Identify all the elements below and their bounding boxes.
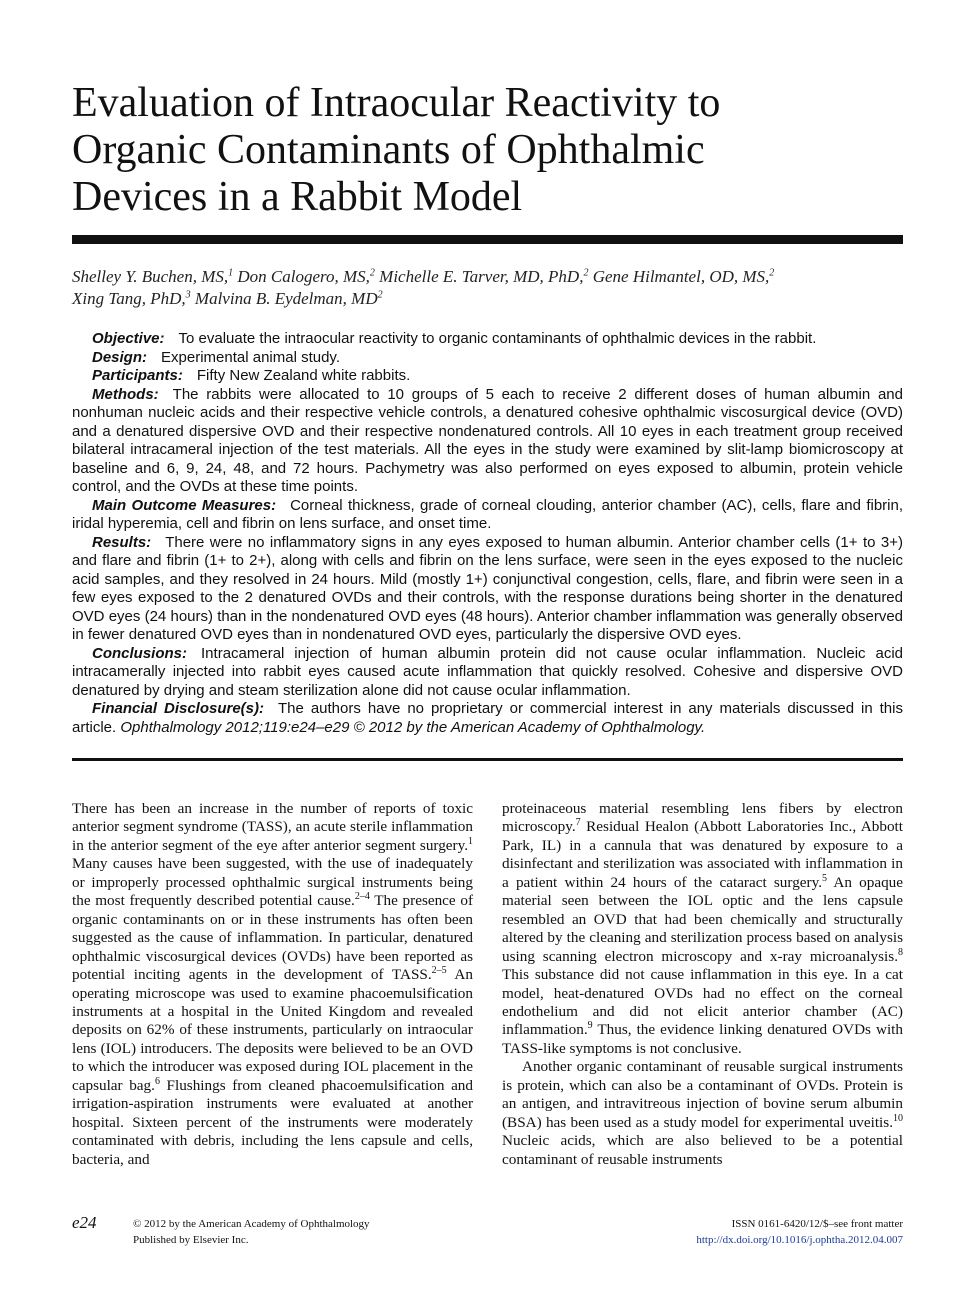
section-label: Financial Disclosure(s): bbox=[92, 700, 265, 717]
citation-ref: 8 bbox=[898, 946, 903, 958]
journal-citation: Ophthalmology 2012;119:e24–e29 © 2012 by the American Academy of Ophthalmology. bbox=[120, 718, 706, 736]
abstract-methods bbox=[72, 386, 903, 497]
affiliation-mark: 2 bbox=[769, 267, 775, 279]
body-paragraph bbox=[502, 800, 903, 1058]
section-text: Corneal thickness, grade of corneal clouding, anterior chamber (AC), cells, flare and fibrin, iridal hyperemia, cell and fibrin on lens surface, and onset time. bbox=[72, 496, 903, 532]
author-name: Malvina B. Eydelman, MD bbox=[194, 289, 378, 308]
abstract-design bbox=[72, 349, 903, 368]
text-run: Another organic contaminant of reusable surgical instruments is protein, which can also be a contaminant of OVDs. Protein is an antigen, and intravitreous injection of bovine serum albumin (BSA) has been used as a study model for experimental uveitis. bbox=[502, 1058, 903, 1131]
section-label: Design: bbox=[92, 348, 148, 366]
title-line: Organic Contaminants of Ophthalmic bbox=[72, 127, 705, 173]
title-rule bbox=[72, 235, 903, 244]
affiliation-mark: 2 bbox=[369, 267, 375, 279]
issn-block bbox=[696, 1216, 903, 1248]
doi-link[interactable]: http://dx.doi.org/10.1016/j.ophtha.2012.04.007 bbox=[696, 1234, 903, 1246]
citation-ref: 2–4 bbox=[354, 891, 370, 903]
section-label: Participants: bbox=[92, 367, 183, 384]
abstract-main-outcome bbox=[72, 497, 903, 534]
affiliation-mark: 2 bbox=[583, 267, 589, 279]
abstract-participants bbox=[72, 367, 903, 386]
abstract-conclusions bbox=[72, 645, 903, 701]
citation-ref: 10 bbox=[893, 1112, 903, 1124]
section-text: Experimental animal study. bbox=[161, 348, 340, 366]
citation-ref: 1 bbox=[468, 835, 473, 847]
copyright-block bbox=[133, 1216, 370, 1248]
citation-ref: 7 bbox=[575, 817, 581, 829]
text-run: Nucleic acids, which are also believed to be a potential contaminant of reusable instruments bbox=[502, 1132, 903, 1168]
author-name: Don Calogero, MS, bbox=[237, 267, 370, 286]
citation-ref: 5 bbox=[822, 872, 827, 884]
title-line: Evaluation of Intraocular Reactivity to bbox=[72, 80, 721, 126]
section-text: To evaluate the intraocular reactivity to organic contaminants of ophthalmic devices in the rabbit. bbox=[178, 330, 817, 347]
section-text: Fifty New Zealand white rabbits. bbox=[196, 367, 411, 384]
author-list bbox=[72, 266, 912, 310]
copyright-line: © 2012 by the American Academy of Ophthalmology bbox=[133, 1218, 370, 1230]
abstract-results bbox=[72, 534, 903, 645]
text-run: There has been an increase in the number of reports of toxic anterior segment syndrome (TASS), an acute sterile inflammation in the anterior segment of the eye after anterior segment surgery. bbox=[72, 800, 473, 854]
title-line: Devices in a Rabbit Model bbox=[72, 174, 523, 220]
affiliation-mark: 2 bbox=[377, 289, 383, 301]
text-run: Thus, the evidence linking denatured OVDs with TASS-like symptoms is not conclusive. bbox=[502, 1021, 903, 1057]
author-name: Shelley Y. Buchen, MS, bbox=[72, 267, 229, 286]
text-run: Flushings from cleaned phacoemulsification and irrigation-aspiration instruments were evaluated at another hospital. Sixteen percent of the instruments were moderately contaminated with debris, including the lens capsule and cells, bacteria, and bbox=[72, 1076, 473, 1168]
text-run: The presence of organic contaminants on or in these instruments has often been suggested as the cause of inflammation. In particular, denatured ophthalmic viscosurgical devices (OVDs) have been reported as potential inciting agents in the development of TASS. bbox=[72, 892, 474, 984]
text-run: Many causes have been suggested, with the use of inadequately or improperly processed ophthalmic surgical instruments being the most frequently described potential cause. bbox=[72, 855, 473, 910]
page-number: e24 bbox=[72, 1213, 97, 1232]
affiliation-mark: 3 bbox=[185, 289, 191, 301]
citation-ref: 2–5 bbox=[431, 965, 447, 977]
author-name: Xing Tang, PhD, bbox=[72, 289, 186, 308]
text-run: proteinaceous material resembling lens fibers by electron microscopy. bbox=[502, 800, 903, 836]
body-paragraph bbox=[72, 800, 473, 1169]
abstract-financial bbox=[72, 700, 903, 737]
section-label: Results: bbox=[92, 533, 152, 551]
body-column-left bbox=[72, 800, 473, 1169]
citation-ref: 6 bbox=[154, 1075, 160, 1087]
text-run: This substance did not cause inflammation in this eye. In a cat model, heat-denatured OVDs had no effect on the corneal endothelium and did not elicit anterior chamber (AC) inflammation. bbox=[502, 966, 903, 1039]
section-text: There were no inflammatory signs in any eyes exposed to human albumin. Anterior chamber cells (1+ to 3+) and flare and fibrin (1+ to 2+), along with cells and fibrin on the lens surface, were seen in the eyes exposed to the nucleic acid samples, and they resolved in 24 hours. Mild (mostly 1+) conjunctival congestion, cells, flare, and fibrin were seen in a few eyes exposed to the 2 denatured OVDs and their controls, with the response durations being shorter in the denatured OVD eyes (24 hours) than in the nondenatured OVD eyes (48 hours). Anterior chamber inflammation was generally observed in fewer denatured OVD eyes than in nondenatured OVD eyes, particularly the dispersive OVD eyes. bbox=[72, 533, 903, 643]
text-run: An opaque material seen between the IOL optic and the lens capsule resembled an OVD that had been chemically and structurally altered by the cleaning and sterilization process based on analysis using scanning electron microscopy and x-ray microanalysis. bbox=[502, 873, 903, 965]
author-name: Michelle E. Tarver, MD, PhD, bbox=[379, 267, 584, 286]
section-label: Main Outcome Measures: bbox=[92, 496, 277, 514]
author-line-2 bbox=[72, 288, 912, 310]
section-label: Methods: bbox=[92, 385, 159, 403]
body-paragraph bbox=[502, 1058, 903, 1169]
section-label: Conclusions: bbox=[92, 644, 188, 662]
affiliation-mark: 1 bbox=[228, 267, 234, 279]
section-text: The authors have no proprietary or commercial interest in any materials discussed in this article. bbox=[72, 700, 903, 736]
section-text: The rabbits were allocated to 10 groups of 5 each to receive 2 different doses of human albumin and nonhuman nucleic acids and their respective vehicle controls, a denatured cohesive ophthalmic viscosurgical device (OVD) and a denatured dispersive OVD and their respective nondenatured controls. All 10 eyes in each treatment group received bilateral intracameral injection of the test materials. All the eyes in the study were examined by slit-lamp biomicroscopy at baseline and 6, 9, 24, 48, and 72 hours. Pachymetry was also performed on eyes exposed to albumin, protein vehicle control, and the OVDs at these time points. bbox=[72, 385, 903, 495]
section-label: Objective: bbox=[92, 330, 165, 347]
text-run: Residual Healon (Abbott Laboratories Inc., Abbott Park, IL) in a cannula that was denatured by exposure to a disinfectant and sterilization was associated with inflammation in a patient within 24 hours of the cataract surgery. bbox=[502, 818, 903, 891]
citation-ref: 9 bbox=[587, 1020, 593, 1032]
text-run: An operating microscope was used to examine phacoemulsification instruments at a hospital in the United Kingdom and revealed deposits on 62% of these instruments, particularly on intraocular lens (IOL) introducers. The deposits were believed to be an OVD to which the introducer was exposed during IOL placement in the capsular bag. bbox=[72, 966, 473, 1094]
article-title bbox=[72, 80, 912, 221]
abstract-rule bbox=[72, 758, 903, 761]
author-name: Gene Hilmantel, OD, MS, bbox=[592, 267, 770, 286]
issn-line: ISSN 0161-6420/12/$–see front matter bbox=[731, 1218, 903, 1230]
publisher-line: Published by Elsevier Inc. bbox=[133, 1234, 249, 1246]
section-text: Intracameral injection of human albumin protein did not cause ocular inflammation. Nucleic acid intracamerally injected into rabbit eyes caused acute inflammation that quickly resolved. Cohesive and dispersive OVD denatured by drying and steam sterilization alone did not cause ocular inflammation. bbox=[72, 644, 903, 699]
abstract-objective bbox=[72, 330, 903, 349]
body-column-right bbox=[502, 800, 903, 1169]
abstract bbox=[72, 330, 903, 737]
author-line-1 bbox=[72, 266, 912, 288]
